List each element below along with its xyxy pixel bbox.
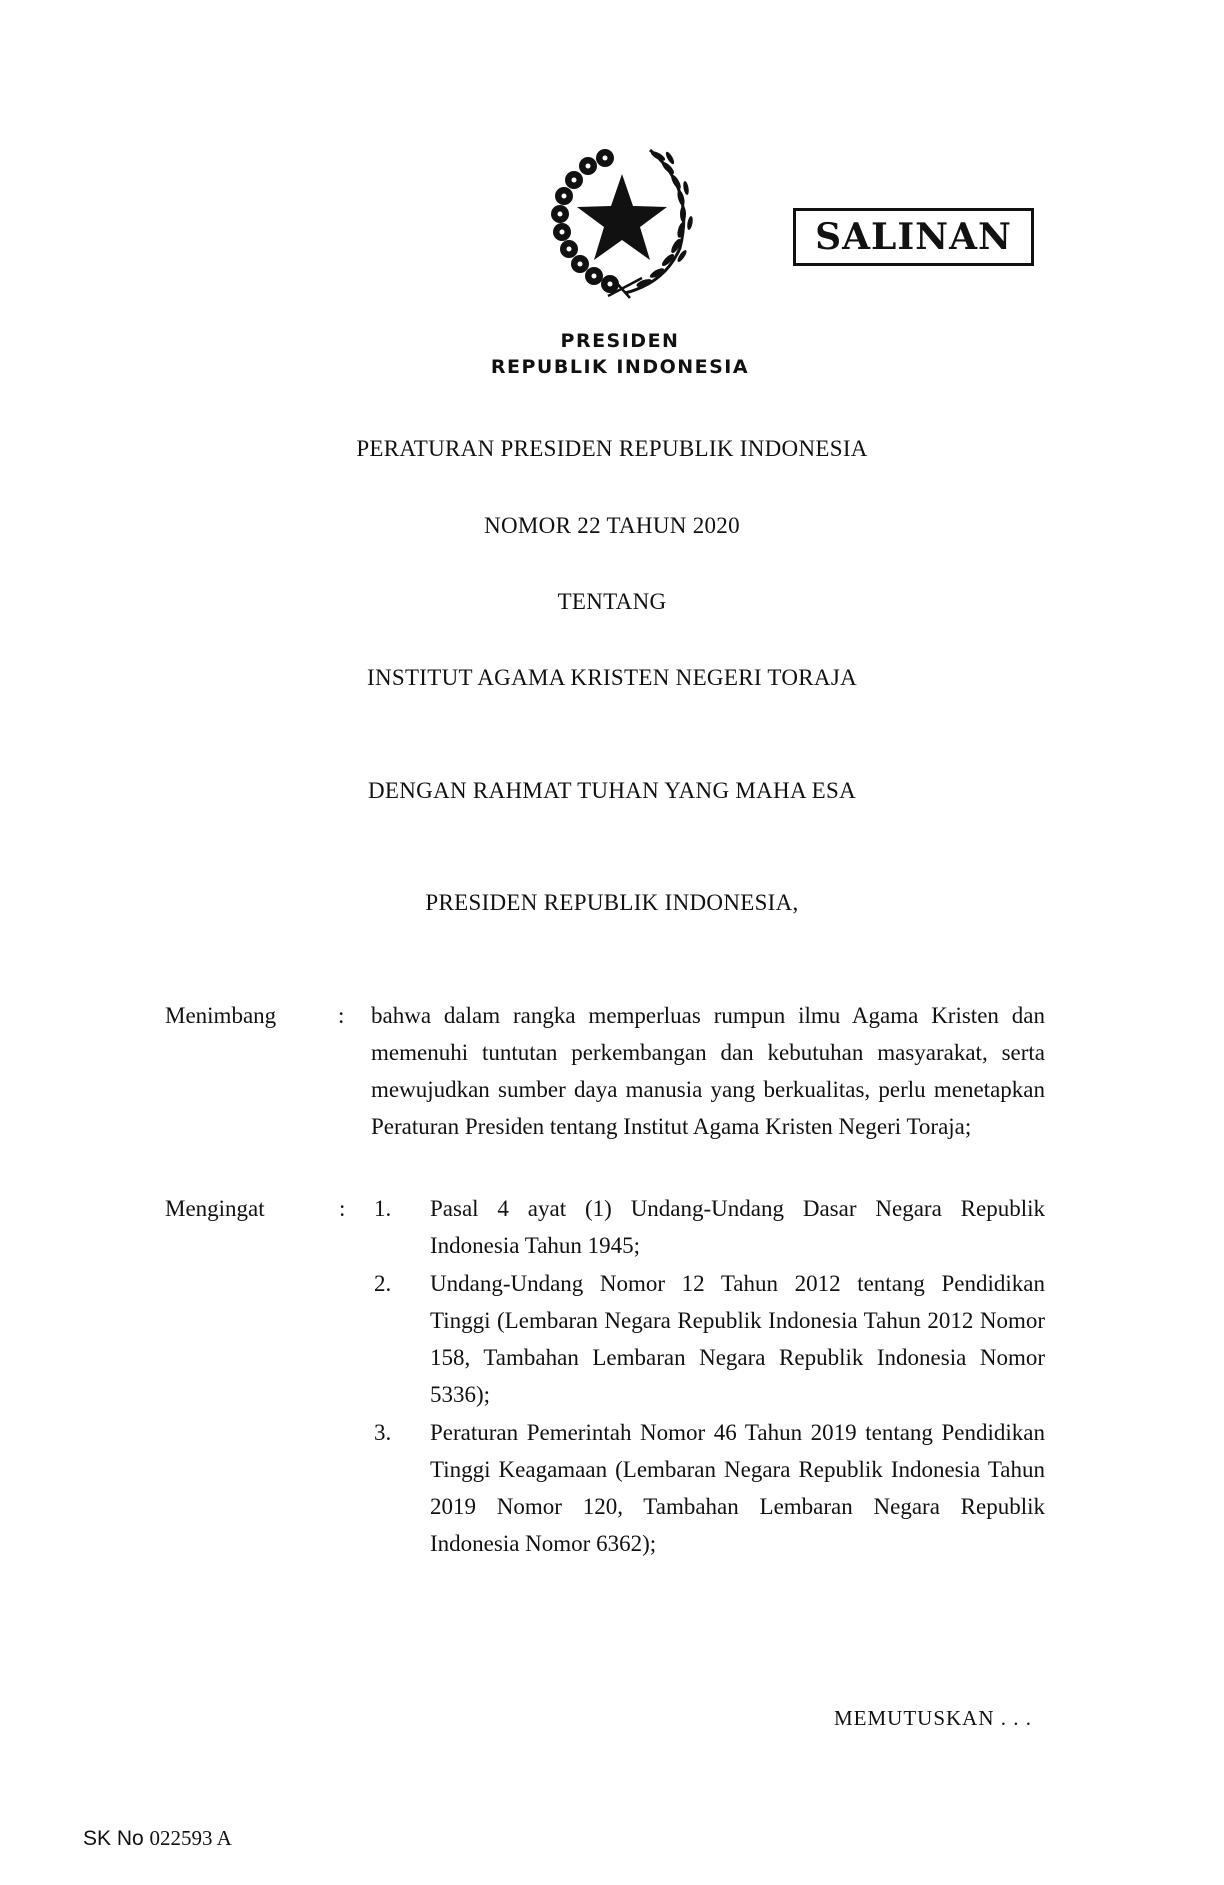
invocation: DENGAN RAHMAT TUHAN YANG MAHA ESA (367, 778, 857, 803)
sk-number (83, 1826, 232, 1851)
emblem-caption (430, 328, 810, 380)
mengingat-item-2-number: 2. (374, 1271, 392, 1296)
caption-presiden: PRESIDEN (560, 330, 680, 352)
menimbang-label: Menimbang (165, 1003, 277, 1028)
salinan-stamp (793, 208, 1034, 266)
mengingat-label: Mengingat (165, 1196, 265, 1221)
mengingat-item-2-text: Undang-Undang Nomor 12 Tahun 2012 tentang Pendidikan Tinggi (Lembaran Negara Republik Indonesia Tahun 2012 Nomor 158, Tambahan Lembaran Negara Republik Indonesia Nomor 5336); (430, 1271, 1045, 1407)
continuation-marker: MEMUTUSKAN . . . (834, 1706, 1033, 1730)
issuer: PRESIDEN REPUBLIK INDONESIA, (425, 890, 799, 915)
regulation-subject: INSTITUT AGAMA KRISTEN NEGERI TORAJA (367, 665, 857, 690)
caption-republik-indonesia: REPUBLIK INDONESIA (490, 356, 750, 378)
sk-digits: 022593 A (149, 1826, 232, 1850)
mengingat-item-3-number: 3. (374, 1420, 392, 1445)
regulation-number: NOMOR 22 TAHUN 2020 (484, 513, 740, 538)
mengingat-item-3-text: Peraturan Pemerintah Nomor 46 Tahun 2019 tentang Pendidikan Tinggi Keagamaan (Lembaran Negara Republik Indonesia Tahun 2019 Nomor 120, Tambahan Lembaran Negara Republik Indonesia Nomor 6362); (430, 1420, 1045, 1556)
mengingat-item-1-number: 1. (374, 1196, 392, 1221)
sk-prefix: SK No (83, 1827, 144, 1850)
menimbang-text: bahwa dalam rangka memperluas rumpun ilmu Agama Kristen dan memenuhi tuntutan perkembangan dan kebutuhan masyarakat, serta mewujudkan sumber daya manusia yang berkualitas, perlu menetapkan Peraturan Presiden tentang Institut Agama Kristen Negeri Toraja; (371, 1003, 1045, 1139)
regulation-tentang: TENTANG (557, 589, 667, 614)
mengingat-item-1-text: Pasal 4 ayat (1) Undang-Undang Dasar Negara Republik Indonesia Tahun 1945; (430, 1196, 1045, 1258)
regulation-title: PERATURAN PRESIDEN REPUBLIK INDONESIA (356, 436, 868, 461)
salinan-label: SALINAN (815, 216, 1012, 258)
menimbang-colon: : (338, 1003, 345, 1028)
presidential-emblem-icon (530, 128, 710, 308)
mengingat-colon: : (339, 1196, 346, 1221)
